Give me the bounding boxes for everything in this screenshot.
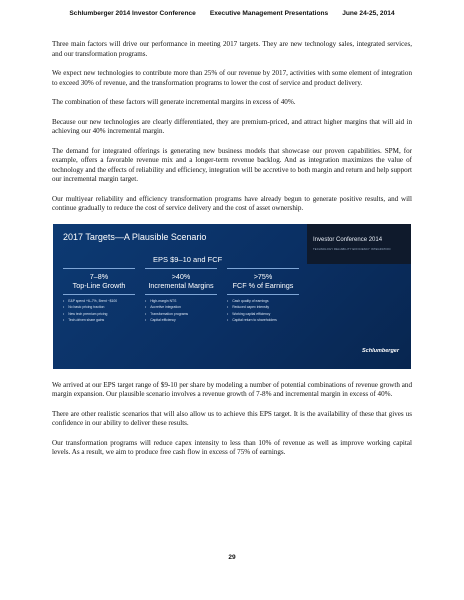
- header-dates: June 24-25, 2014: [342, 10, 395, 17]
- body-text: [52, 40, 412, 468]
- slide-title: 2017 Targets—A Plausible Scenario: [63, 231, 207, 242]
- target-driver: • High-margin NTS: [145, 298, 217, 305]
- target-label: Incremental Margins: [148, 280, 214, 290]
- target-driver: • Capital return to shareholders: [227, 317, 299, 324]
- target-driver: • New tech premium pricing: [63, 311, 135, 318]
- paragraph: We expect new technologies to contribute more than 25% of our revenue by 2017, activities with some element of integration to exceed 30% of revenue, and the transformation programs to lower the cost of service and product delivery.: [52, 69, 412, 87]
- conference-badge: [307, 224, 411, 264]
- page-header: [0, 10, 464, 17]
- target-driver: • Cash quality of earnings: [227, 298, 299, 305]
- target-driver: • Accretive integration: [145, 304, 217, 311]
- target-driver: • Transformation programs: [145, 311, 217, 318]
- paragraph: The demand for integrated offerings is generating new business models that showcase our proven capabilities. SPM, for example, offers a favorable revenue mix and a longer-term revenue backlog. And as integration maximizes the value of technology and the effects of reliability and efficiency, integration will be accretive to both margin and return and help support our incremental margin target.: [52, 146, 412, 183]
- target-label: FCF % of Earnings: [232, 280, 294, 290]
- header-conference: Schlumberger 2014 Investor Conference: [69, 10, 196, 17]
- paragraph: Our multiyear reliability and efficiency transformation programs have already begun to generate positive results, and will continue gradually to reduce the cost of service delivery and the cost of asset ownership.: [52, 194, 412, 212]
- target-driver: • E&P spend +6–7%, Brent ~$100: [63, 298, 135, 305]
- page-number: 29: [228, 554, 236, 561]
- schlumberger-logo: Schlumberger: [362, 348, 399, 354]
- target-value: >75%: [253, 271, 273, 281]
- paragraph: We arrived at our EPS target range of $9-10 per share by modeling a number of potential combinations of revenue growth and margin expansion. Our plausible scenario involves a revenue growth of 7-8% and incremental margin in excess of 40%.: [52, 380, 412, 398]
- target-driver: • No basic pricing traction: [63, 304, 135, 311]
- eps-target: EPS $9–10 and FCF: [153, 254, 223, 264]
- slide-image: [53, 224, 411, 369]
- target-label: Top-Line Growth: [72, 280, 126, 290]
- target-driver: • Capital efficiency: [145, 317, 217, 324]
- badge-subtitle: TECHNOLOGY RELIABILITY EFFICIENCY INTEGRATION: [313, 247, 391, 251]
- target-value: 7–8%: [89, 271, 109, 281]
- badge-title: Investor Conference 2014: [313, 236, 383, 243]
- target-column-growth: [63, 268, 135, 324]
- paragraph: The combination of these factors will generate incremental margins in excess of 40%.: [52, 98, 296, 106]
- header-section: Executive Management Presentations: [209, 10, 329, 17]
- paragraph: There are other realistic scenarios that will also allow us to achieve this EPS target. It is the availability of these that gives us confidence in our ability to deliver these results.: [52, 409, 412, 427]
- target-driver: • Tech-driven share gains: [63, 317, 135, 324]
- target-value: >40%: [171, 271, 191, 281]
- target-driver: • Reduced capex intensity: [227, 304, 299, 311]
- paragraph: Because our new technologies are clearly differentiated, they are premium-priced, and attract higher margins that will aid in achieving our 40% incremental margin.: [52, 117, 412, 135]
- target-column-fcf: [227, 268, 299, 324]
- target-driver: • Working capital efficiency: [227, 311, 299, 318]
- target-column-margins: [145, 268, 217, 324]
- paragraph: Our transformation programs will reduce capex intensity to less than 10% of revenue as well as improve working capital levels. As a result, we aim to produce free cash flow in excess of 75% of earnings.: [52, 438, 412, 456]
- paragraph: Three main factors will drive our performance in meeting 2017 targets. They are new technology sales, integrated services, and our transformation programs.: [52, 40, 412, 58]
